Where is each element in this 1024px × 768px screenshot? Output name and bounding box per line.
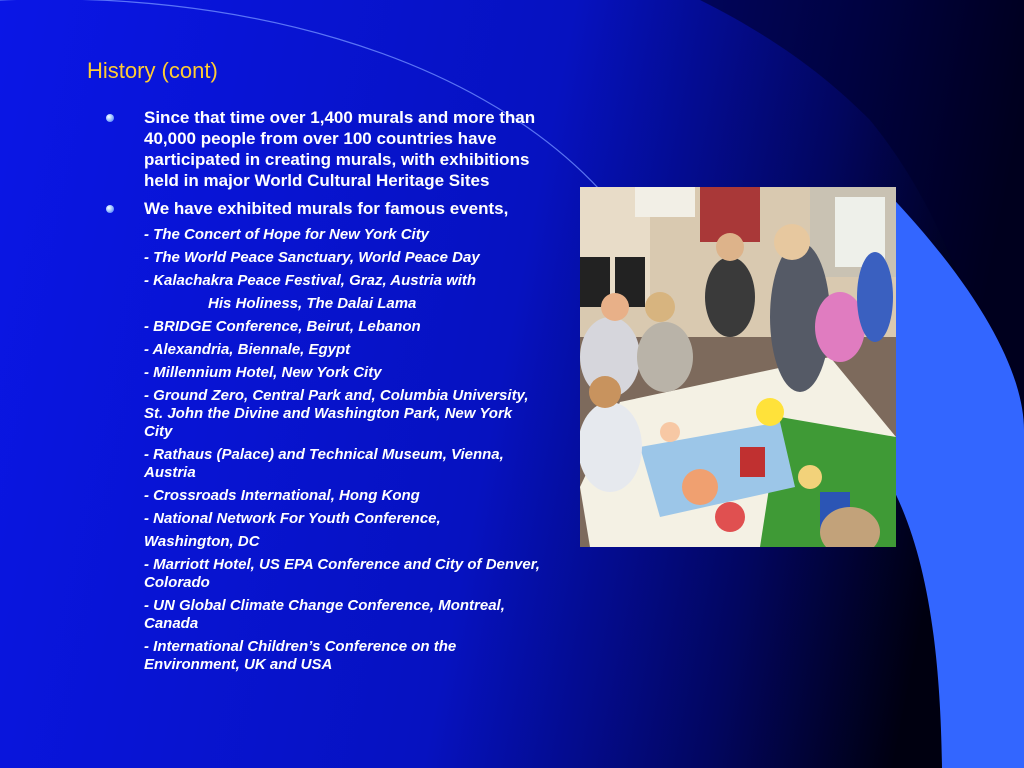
slide-title: History (cont) [87, 58, 218, 83]
event-item: - Marriott Hotel, US EPA Conference and City of Denver, Colorado [144, 556, 540, 591]
bullet-icon [106, 205, 114, 213]
event-item: - Alexandria, Biennale, Egypt [144, 341, 351, 358]
event-item: - UN Global Climate Change Conference, Montreal, Canada [144, 597, 505, 632]
event-item: - The Concert of Hope for New York City [144, 226, 430, 243]
event-item: - International Children’s Conference on the Environment, UK and USA [144, 638, 457, 673]
event-item: - The World Peace Sanctuary, World Peace Day [144, 249, 480, 266]
bullet-text: We have exhibited murals for famous events, [144, 199, 509, 218]
event-item: - Kalachakra Peace Festival, Graz, Austria with [144, 272, 477, 289]
bullet-item [100, 107, 540, 191]
bullet-item [100, 198, 540, 219]
event-item: - BRIDGE Conference, Beirut, Lebanon [144, 318, 421, 335]
event-item: Washington, DC [144, 533, 260, 550]
event-item: His Holiness, The Dalai Lama [208, 295, 417, 312]
event-item: - Rathaus (Palace) and Technical Museum, Vienna, Austria [144, 446, 504, 481]
slide-content [100, 107, 540, 679]
event-item: - Millennium Hotel, New York City [144, 364, 382, 381]
bullet-icon [106, 114, 114, 122]
mural-photo [580, 187, 896, 547]
event-item: - Ground Zero, Central Park and, Columbia University, St. John the Divine and Washington Park, New York City [144, 387, 529, 440]
bullet-text: Since that time over 1,400 murals and more than 40,000 people from over 100 countries have participated in creating murals, with exhibitions held in major World Cultural Heritage Sites [144, 108, 536, 190]
event-item: - National Network For Youth Conference, [144, 510, 441, 527]
event-item: - Crossroads International, Hong Kong [144, 487, 420, 504]
